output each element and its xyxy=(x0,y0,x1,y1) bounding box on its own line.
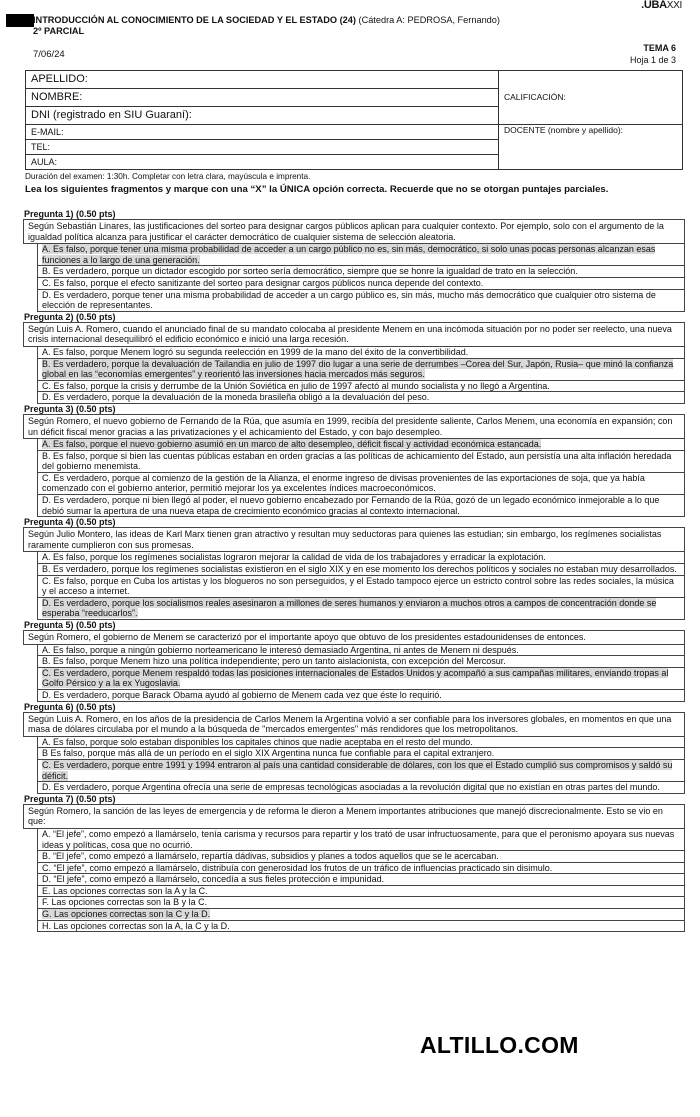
answer-option-text: H. Las opciones correctas son la A, la C y la D. xyxy=(42,920,230,931)
answer-option[interactable] xyxy=(37,278,685,290)
student-info-table xyxy=(25,70,683,170)
answer-option-text: D. Es verdadero, porque la devaluación de la moneda brasileña obligó a la devaluación del peso. xyxy=(42,392,430,403)
questions-list xyxy=(23,209,685,932)
answer-option-text: C. Es verdadero, porque Menem respaldó todas las posiciones internacionales de Estados Unidos y acompañó a sus campañas militares, enviando tropas al Golfo Pérsico y a la ex Yugoslavia. xyxy=(42,667,669,689)
answer-option[interactable] xyxy=(37,451,685,473)
answer-option-text: B. Es verdadero, porque los regímenes socialistas existieron en el siglo XIX y en ese momento los derechos políticos y sociales no estaban muy desarrollados. xyxy=(42,564,677,575)
answer-option-text: D. Es verdadero, porque tener una misma probabilidad de acceder a un cargo público es, sin más, mucho más democrático que cualquier otro sistema de elección de representantes. xyxy=(42,289,656,311)
answer-option[interactable] xyxy=(37,439,685,451)
answer-option[interactable] xyxy=(37,473,685,495)
answer-option[interactable] xyxy=(37,381,685,393)
redaction-bar xyxy=(6,14,34,27)
course-chair: (Cátedra A: PEDROSA, Fernando) xyxy=(355,15,500,25)
question-title: Pregunta 1) (0.50 pts) xyxy=(24,209,116,219)
course-header xyxy=(33,15,500,37)
answer-option[interactable] xyxy=(37,737,685,749)
answer-option[interactable] xyxy=(37,290,685,312)
answer-option-text: A. Es falso, porque solo estaban disponibles los capitales chinos que nadie aceptaba en el resto del mundo. xyxy=(42,736,473,747)
page-count: Hoja 1 de 3 xyxy=(629,55,676,65)
answer-option-text: C. Es falso, porque la crisis y derrumbe de la Unión Soviética en julio de 1997 afectó al mundo socialista y no llegó a Argentina. xyxy=(42,380,550,391)
answer-option-text: A. Es falso, porque los regímenes socialistas lograron mejorar la calidad de vida de los trabajadores y erradicar la explotación. xyxy=(42,552,546,563)
answer-option-text: C. Es falso, porque en Cuba los artistas y los blogueros no son perseguidos, y el Estado tampoco ejerce un estricto control sobre las redes sociales, la música y el acceso a internet. xyxy=(42,575,674,597)
answer-option[interactable] xyxy=(37,244,685,266)
question-stem: Según Romero, el nuevo gobierno de Fernando de la Rúa, que asumía en 1999, recibía del presidente saliente, Carlos Menem, una economía en expansión; con un déficit fiscal menor gracias a las privatizaciones y el achicamiento del Estado, y con bajo desempleo. xyxy=(23,414,685,439)
answer-option[interactable] xyxy=(37,598,685,620)
exam-duration: Duración del examen: 1:30h. Completar con letra clara, mayúscula e imprenta. xyxy=(25,172,311,181)
answer-option[interactable] xyxy=(37,690,685,702)
answer-option[interactable] xyxy=(37,748,685,760)
uba-logo: .UBAXXI xyxy=(641,0,682,11)
question-stem: Según Luis A. Romero, en los años de la presidencia de Carlos Menem la Argentina volvió a ser confiable para los inversores globales, en momentos en que una masa de dólares circulaba por el mundo a la búsqueda de "mercados emergentes" más rendidores que los metropolitanos. xyxy=(23,712,685,737)
answer-option-text: A. Es falso, porque a ningún gobierno norteamericano le interesó demasiado Argentina, ni antes de Menem ni después. xyxy=(42,644,519,655)
answer-option-text: D. “El jefe”, como empezó a llamárselo, concedía a sus fieles protección e impunidad. xyxy=(42,874,385,885)
answer-option-text: B Es falso, porque más allá de un período en el siglo XIX Argentina nunca fue confiable para el capital extranjero. xyxy=(42,748,495,759)
answer-option-text: A. Es falso, porque tener una misma probabilidad de acceder a un cargo público no es, sin más, democrático, si solo unas pocas personas alcanzan esas funciones a lo largo de una generación. xyxy=(42,244,656,265)
answer-option[interactable] xyxy=(37,668,685,690)
answer-option-text: B. Es verdadero, porque la devaluación de Tailandia en julio de 1997 dio lugar a una serie de derrumbes –Corea del Sur, Japón, Rusia– que minó la confianza global en las “economías emergentes” y reorientó las inversiones hacia mercados más seguros. xyxy=(42,358,674,380)
answer-option-text: A. “El jefe”, como empezó a llamárselo, tenía carisma y recursos para repartir y los trató de usar infructuosamente, para que el peronismo apoyara sus nuevas ideas y políticas, cosa que no ocurrió. xyxy=(42,828,675,850)
answer-option-text: G. Las opciones correctas son la C y la D. xyxy=(42,909,211,920)
question-stem: Según Julio Montero, las ideas de Karl Marx tienen gran atractivo y resultan muy seductoras para quienes las estudian; sin embargo, los regímenes socialistas raramente cumplieron con sus promesas. xyxy=(23,527,685,552)
tema-block xyxy=(630,42,676,66)
question-title: Pregunta 5) (0.50 pts) xyxy=(24,620,116,630)
answer-option[interactable] xyxy=(37,782,685,794)
exam-instructions: Lea los siguientes fragmentos y marque con una “X” la ÚNICA opción correcta. Recuerde que no se otorgan puntajes parciales. xyxy=(25,184,609,195)
docente-field: DOCENTE (nombre y apellido): xyxy=(499,125,683,170)
answer-option-text: C. Es verdadero, porque entre 1991 y 1994 entraron al país una cantidad considerable de dólares, con los que el Estado cumplió sus compromisos y saldó su déficit. xyxy=(42,759,673,781)
answer-option[interactable] xyxy=(37,921,685,933)
answer-option-text: D. Es verdadero, porque Barack Obama ayudó al gobierno de Menem cada vez que éste lo requirió. xyxy=(42,689,442,700)
answer-option[interactable] xyxy=(37,829,685,851)
question-stem: Según Luis A. Romero, cuando el anunciado final de su mandato colocaba al presidente Menem en una incómoda situación por no poder ser reelecto, una nueva crisis internacional desequilibró el edificio económico e inició una larga recesión. xyxy=(23,322,685,347)
tel-field[interactable]: TEL: xyxy=(26,140,499,155)
answer-option[interactable] xyxy=(37,576,685,598)
answer-option-text: C. “El jefe”, como empezó a llamárselo, distribuía con generosidad los frutos de un tráfico de influencias practicado sin disimulo. xyxy=(42,862,553,873)
answer-option[interactable] xyxy=(37,552,685,564)
question-stem: Según Romero, la sanción de las leyes de emergencia y de reforma le dieron a Menem importantes atribuciones que manejó discrecionalmente. Esto se vio en que: xyxy=(23,804,685,829)
question-stem: Según Romero, el gobierno de Menem se caracterizó por el importante apoyo que obtuvo de los presidentes estadounidenses de entonces. xyxy=(23,630,685,645)
tema-label: TEMA 6 xyxy=(643,43,676,53)
answer-option[interactable] xyxy=(37,564,685,576)
answer-option-text: B. Es verdadero, porque un dictador escogido por sorteo sería democrático, siempre que se honre la igualdad de trato en la selección. xyxy=(42,266,578,277)
answer-option[interactable] xyxy=(37,266,685,278)
answer-option-text: D. Es verdadero, porque ni bien llegó al poder, el nuevo gobierno encabezado por Fernando de la Rúa, gozó de un legado económico inmejorable a lo que debió sumar la apertura de una nueva etapa de crecimiento económico gracias al contexto internacional. xyxy=(42,495,660,516)
answer-option-text: B. Es falso, porque si bien las cuentas públicas estaban en orden gracias a las políticas de achicamiento del Estado, aun persistía una alta inflación heredada del gobierno menemista. xyxy=(42,450,672,472)
answer-option-text: B. Es falso, porque Menem hizo una política independiente; pero un tanto aislacionista, con excepción del Mercosur. xyxy=(42,656,506,667)
aula-field[interactable]: AULA: xyxy=(26,155,499,170)
answer-option-text: F. Las opciones correctas son la B y la C. xyxy=(42,897,208,908)
question-title: Pregunta 6) (0.50 pts) xyxy=(24,701,116,712)
answer-option-text: A. Es falso, porque el nuevo gobierno asumió en un marco de alto desempleo, déficit fiscal y actividad económica estancada. xyxy=(42,439,542,450)
answer-option[interactable] xyxy=(37,347,685,359)
exam-partial: 2º PARCIAL xyxy=(33,26,85,36)
answer-option[interactable] xyxy=(37,851,685,863)
exam-date: 7/06/24 xyxy=(33,49,65,60)
question-title: Pregunta 4) (0.50 pts) xyxy=(24,517,116,528)
answer-option[interactable] xyxy=(37,359,685,381)
answer-option[interactable] xyxy=(37,645,685,657)
email-field[interactable]: E-MAIL: xyxy=(26,125,499,140)
question-title: Pregunta 7) (0.50 pts) xyxy=(24,793,116,804)
answer-option[interactable] xyxy=(37,897,685,909)
answer-option-text: B. “El jefe”, como empezó a llamárselo, repartía dádivas, subsidios y planes a todos aquellos que se le acercaban. xyxy=(42,851,499,862)
answer-option[interactable] xyxy=(37,874,685,886)
answer-option[interactable] xyxy=(37,909,685,921)
answer-option-text: D. Es verdadero, porque Argentina ofrecía una serie de empresas tecnológicas asociadas a la revolución digital que no existían en otras partes del mundo. xyxy=(42,782,660,793)
answer-option[interactable] xyxy=(37,495,685,517)
answer-option-text: C. Es falso, porque el efecto sanitizante del sorteo para designar cargos públicos nunca depende del contexto. xyxy=(42,277,484,288)
calificacion-field: CALIFICACIÓN: xyxy=(499,71,683,125)
apellido-field[interactable]: APELLIDO: xyxy=(26,71,499,89)
answer-option-text: A. Es falso, porque Menem logró su segunda reelección en 1999 de la mano del éxito de la convertibilidad. xyxy=(42,346,469,357)
answer-option[interactable] xyxy=(37,863,685,875)
question-title: Pregunta 2) (0.50 pts) xyxy=(24,311,116,322)
nombre-field[interactable]: NOMBRE: xyxy=(26,89,499,107)
course-title: INTRODUCCIÓN AL CONOCIMIENTO DE LA SOCIEDAD Y EL ESTADO (24) xyxy=(33,15,356,25)
question-stem: Según Sebastián Linares, las justificaciones del sorteo para designar cargos públicos aplican para cualquier contexto. Por ejemplo, solo con el argumento de la igualdad política alcanza para justificar el carácter democrático de cualquier sistema de selección aleatoria. xyxy=(23,219,685,244)
answer-option[interactable] xyxy=(37,886,685,898)
answer-option-text: E. Las opciones correctas son la A y la C. xyxy=(42,885,208,896)
dni-field[interactable]: DNI (registrado en SIU Guaraní): xyxy=(26,107,499,125)
answer-option-text: C. Es verdadero, porque al comienzo de la gestión de la Alianza, el enorme ingreso de divisas provenientes de las exportaciones de soja, que ya había comenzado con el gobierno anterior, permitió mejorar los ya excelentes índices macroeconómicos. xyxy=(42,472,645,494)
watermark: ALTILLO.COM xyxy=(420,1032,579,1058)
answer-option[interactable] xyxy=(37,656,685,668)
answer-option-text: D. Es verdadero, porque los socialismos reales asesinaron a millones de seres humanos y enviaron a muchos otros a campos de concentración donde se esperaba “reeducarlos”. xyxy=(42,597,657,619)
answer-option[interactable] xyxy=(37,392,685,404)
answer-option[interactable] xyxy=(37,760,685,782)
question-title: Pregunta 3) (0.50 pts) xyxy=(24,403,116,414)
